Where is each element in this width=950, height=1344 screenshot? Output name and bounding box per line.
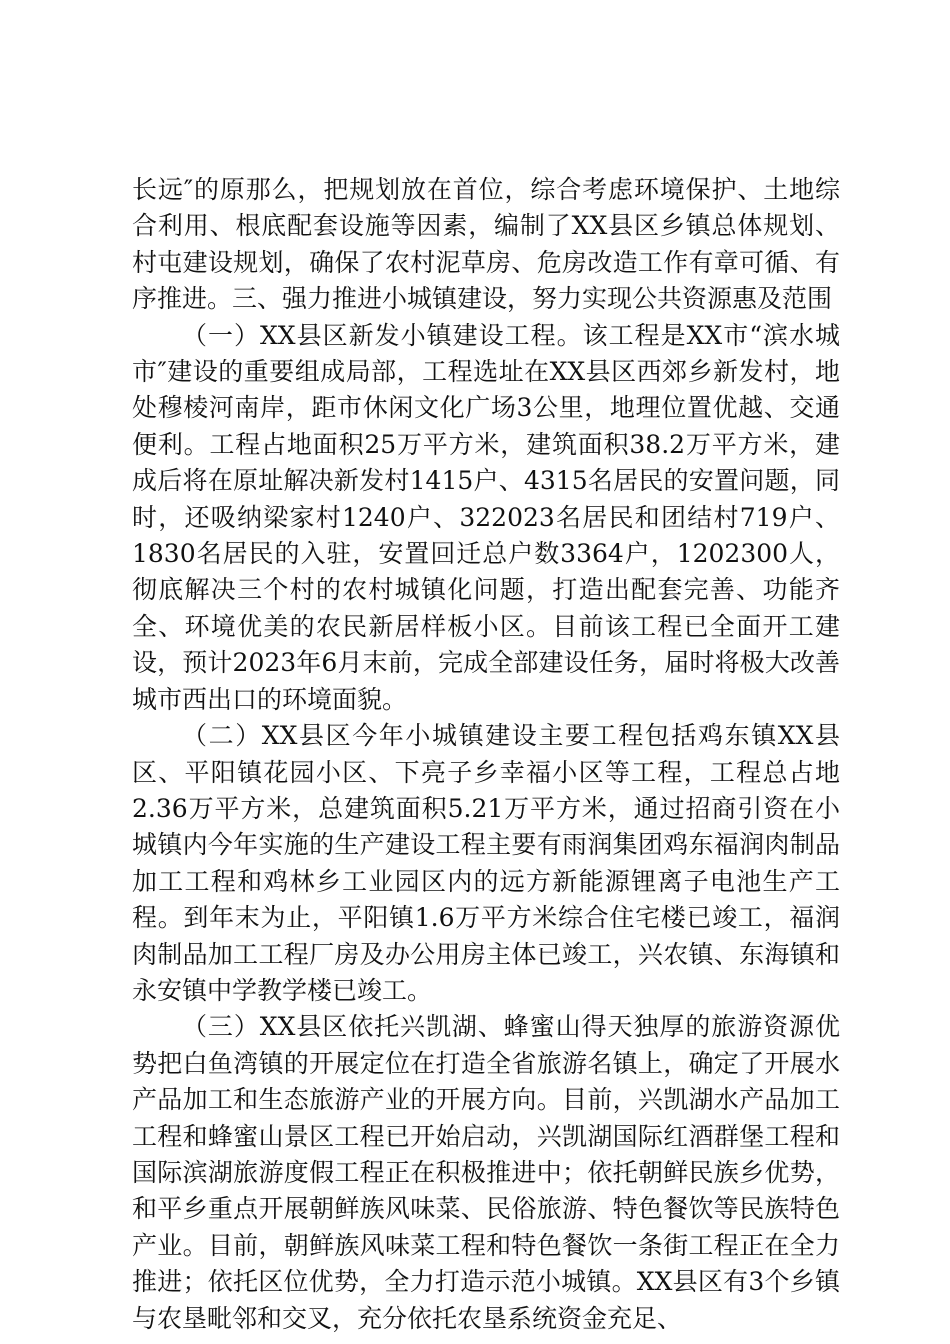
paragraph-section-two: （二）XX县区今年小城镇建设主要工程包括鸡东镇XX县区、平阳镇花园小区、下亮子乡幸福小区等工程，工程总占地2.36万平方米，总建筑面积5.21万平方米，通过招商引资在小城镇内今年实施的生产建设工程主要有雨润集团鸡东福润肉制品加工工程和鸡林乡工业园区内的远方新能源锂离子电池生产工程。到年末为止，平阳镇1.6万平方米综合住宅楼已竣工，福润肉制品加工工程厂房及办公用房主体已竣工，兴农镇、东海镇和永安镇中学教学楼已竣工。 [132, 721, 840, 1005]
paragraph-section-three: （三）XX县区依托兴凯湖、蜂蜜山得天独厚的旅游资源优势把白鱼湾镇的开展定位在打造全省旅游名镇上，确定了开展水产品加工和生态旅游产业的开展方向。目前，兴凯湖水产品加工工程和蜂蜜山景区工程已开始启动，兴凯湖国际红酒群堡工程和国际滨湖旅游度假工程正在积极推进中；依托朝鲜民族乡优势，和平乡重点开展朝鲜族风味菜、民俗旅游、特色餐饮等民族特色产业。目前，朝鲜族风味菜工程和特色餐饮一条街工程正在全力推进；依托区位优势，全力打造示范小城镇。XX县区有3个乡镇与农垦毗邻和交叉，充分依托农垦系统资金充足、 [132, 1012, 840, 1333]
document-body [132, 172, 840, 1337]
paragraph-section-one: （一）XX县区新发小镇建设工程。该工程是XX市“滨水城市″建设的重要组成局部，工程选址在XX县区西郊乡新发村，地处穆棱河南岸，距市休闲文化广场3公里，地理位置优越、交通便利。工程占地面积25万平方米，建筑面积38.2万平方米，建成后将在原址解决新发村1415户、4315名居民的安置问题，同时，还吸纳梁家村1240户、322023名居民和团结村719户、1830名居民的入驻，安置回迁总户数3364户，1202300人，彻底解决三个村的农村城镇化问题，打造出配套完善、功能齐全、环境优美的农民新居样板小区。目前该工程已全面开工建设，预计2023年6月末前，完成全部建设任务，届时将极大改善城市西出口的环境面貌。 [132, 320, 840, 714]
paragraph-continuation: 长远″的原那么，把规划放在首位，综合考虑环境保护、土地综合利用、根底配套设施等因素，编制了XX县区乡镇总体规划、村屯建设规划，确保了农村泥草房、危房改造工作有章可循、有序推进。三、强力推进小城镇建设，努力实现公共资源惠及范围 [132, 175, 840, 314]
